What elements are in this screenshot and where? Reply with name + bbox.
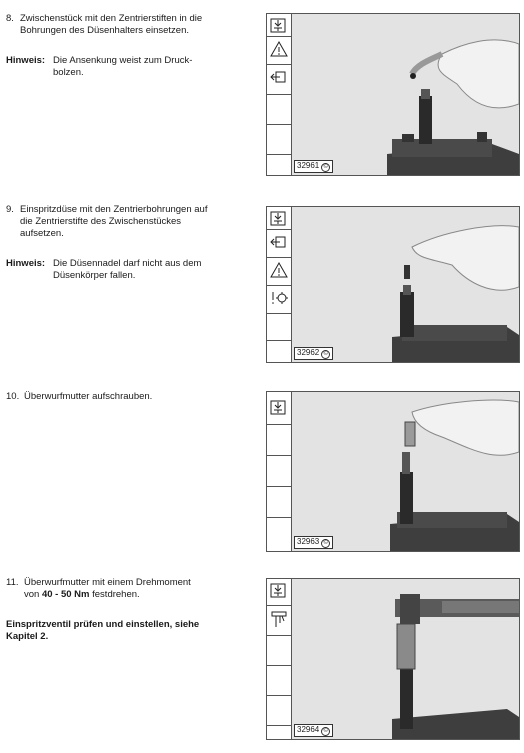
figure-panel-10 (266, 391, 520, 552)
image-number: 32964 © (294, 724, 333, 737)
note-text: Die Düsennadel darf nicht aus dem Düsenkörper fallen. (53, 258, 202, 281)
warning-icon (270, 40, 288, 58)
icon-cell (267, 424, 291, 456)
install-icon (270, 583, 286, 598)
photo-union-nut (292, 392, 519, 551)
icon-cell (267, 486, 291, 518)
icon-cell (267, 455, 291, 487)
photo-torque-wrench (292, 579, 519, 739)
icon-cell (267, 392, 291, 425)
icon-cell (267, 94, 291, 125)
icon-cell (267, 695, 291, 726)
torque-value: 40 - 50 Nm (41, 589, 90, 600)
icon-cell (267, 605, 291, 636)
icon-cell (267, 207, 291, 230)
gear-warning-icon (270, 289, 288, 307)
icon-column (267, 392, 292, 551)
image-number: 32961 © (294, 160, 333, 173)
icon-cell (267, 665, 291, 696)
image-number: 32963 © (294, 536, 333, 549)
note-8 (6, 55, 251, 79)
step-text: Überwurfmutter mit einem Drehmoment von 40 - 50 Nm festdrehen. (24, 577, 191, 600)
step-text: Überwurfmutter aufschrauben. (24, 391, 153, 402)
icon-cell (267, 14, 291, 37)
icon-column (267, 579, 292, 739)
figure-panel-9 (266, 206, 520, 363)
warning-icon (270, 261, 288, 279)
icon-column (267, 14, 292, 175)
step-number: 9. (6, 204, 14, 215)
step-number: 8. (6, 13, 14, 24)
photo-nozzle-holder (292, 14, 519, 175)
tool-insert-icon (270, 68, 288, 86)
photo-nozzle-insert (292, 207, 519, 362)
icon-cell (267, 635, 291, 666)
icon-cell (267, 229, 291, 258)
step-11 (6, 577, 251, 601)
step-number: 10. (6, 391, 20, 402)
install-icon (270, 211, 286, 226)
step-number: 11. (6, 577, 19, 588)
install-icon (270, 18, 286, 33)
icon-cell (267, 64, 291, 95)
note-label: Hinweis: (6, 258, 46, 269)
icon-cell (267, 579, 291, 606)
icon-column (267, 207, 292, 362)
note-text: Die Ansenkung weist zum Druck-bolzen. (53, 55, 193, 78)
icon-cell (267, 313, 291, 341)
image-number: 32962 © (294, 347, 333, 360)
icon-cell (267, 257, 291, 286)
step-10 (6, 391, 251, 403)
figure-panel-8 (266, 13, 520, 176)
note-9 (6, 258, 251, 282)
step-text: Einspritzdüse mit den Zentrierbohrungen auf die Zentrierstifte des Zwischenstückes aufsetzen. (20, 204, 208, 239)
install-icon (270, 400, 286, 415)
icon-cell (267, 124, 291, 155)
tool-insert-icon (270, 233, 288, 251)
step-text: Zwischenstück mit den Zentrierstiften in die Bohrungen des Düsenhalters einsetzen. (20, 13, 203, 36)
step-9 (6, 204, 251, 240)
step-8 (6, 13, 251, 37)
final-instruction: Einspritzventil prüfen und einstellen, siehe Kapitel 2. (6, 619, 200, 642)
icon-cell (267, 285, 291, 314)
icon-cell (267, 36, 291, 65)
note-label: Hinweis: (6, 55, 46, 66)
torque-wrench-icon (270, 609, 288, 629)
figure-panel-11 (266, 578, 520, 740)
